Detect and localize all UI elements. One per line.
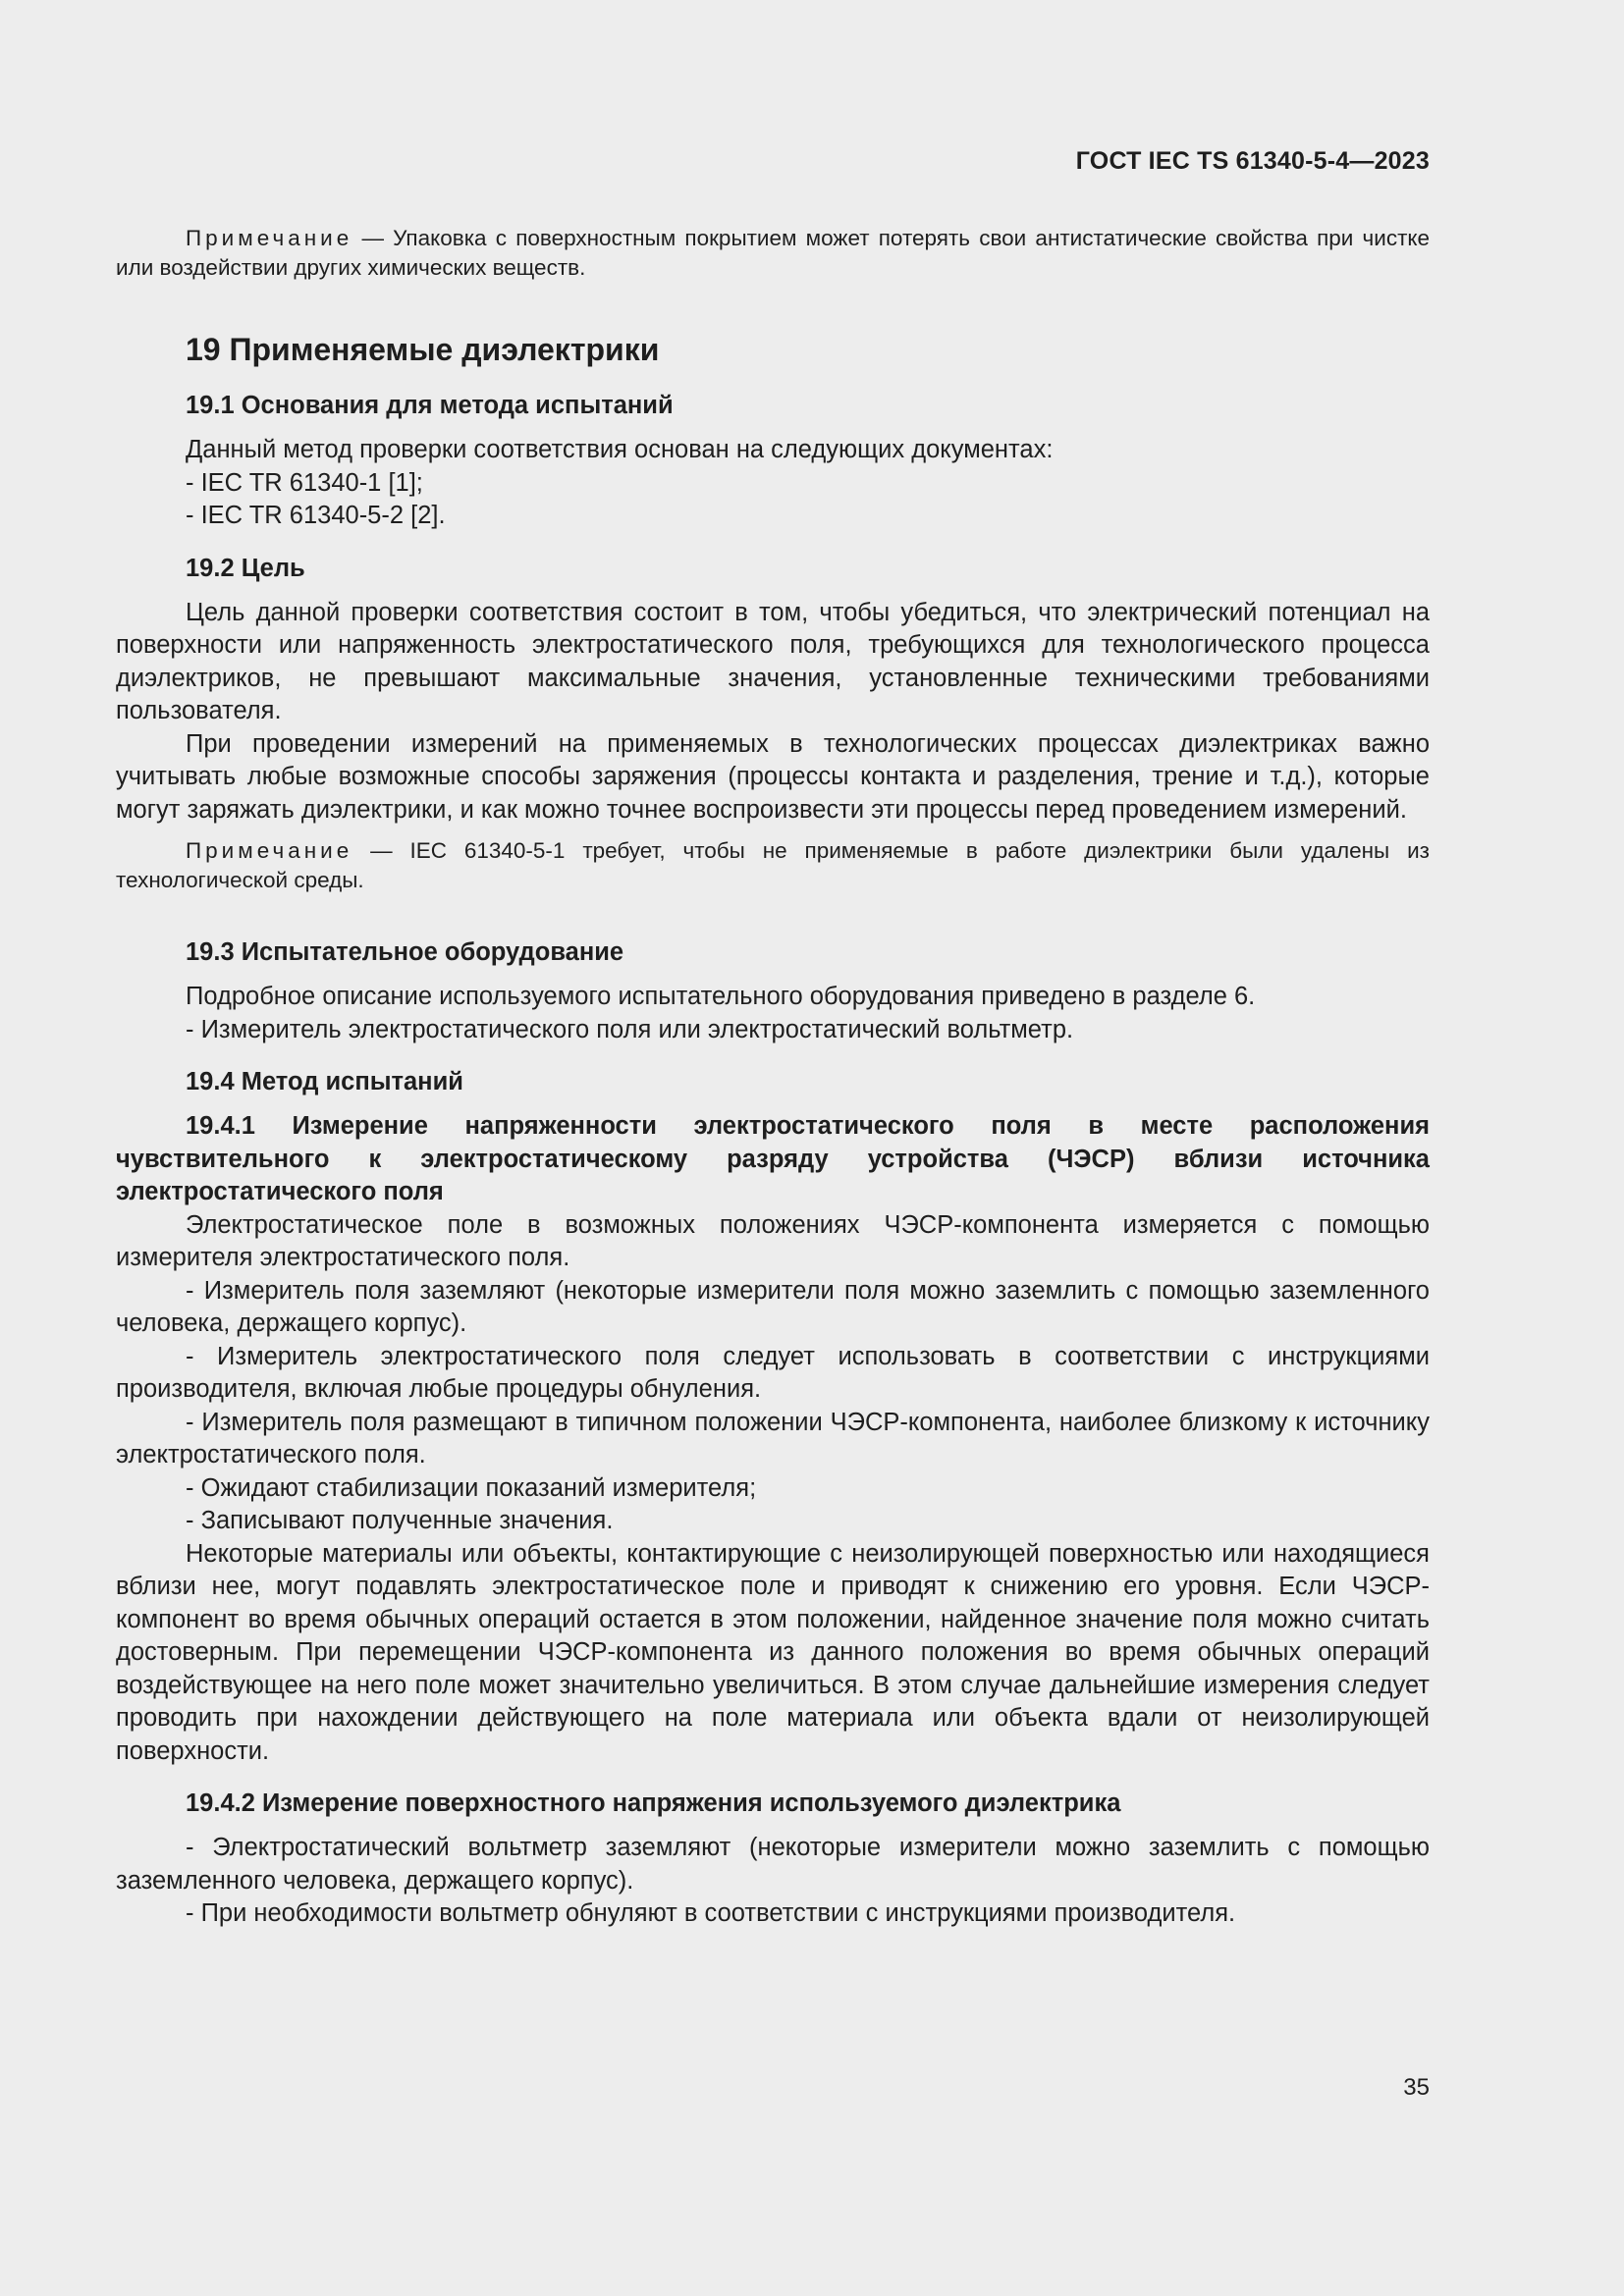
paragraph: Цель данной проверки соответствия состоит в том, чтобы убедиться, что электрический потенциал на поверхности или напряженность электростатического поля, требующихся для технологического процесса диэлектриков, не превышают максимальные значения, установленные техническими требованиями пользователя. <box>116 598 1430 724</box>
list-item: - Электростатический вольтметр заземляют (некоторые измерители можно заземлить с помощью заземленного человека, держащего корпус). <box>116 1834 1430 1895</box>
list-item: - IEC TR 61340-1 [1]; <box>186 468 423 497</box>
section-19-title: 19 Применяемые диэлектрики <box>186 332 660 367</box>
section-19-1-title: 19.1 Основания для метода испытаний <box>186 392 674 419</box>
section-19-2-title: 19.2 Цель <box>186 554 305 582</box>
section-19-3-intro: Подробное описание используемого испытательного оборудования приведено в разделе 6. <box>186 983 1256 1010</box>
list-item: - Записывают полученные значения. <box>186 1507 614 1534</box>
paragraph: Электростатическое поле в возможных положениях ЧЭСР-компонента измеряется с помощью измерителя электростатического поля. <box>116 1210 1430 1271</box>
section-19-1-intro: Данный метод проверки соответствия основан на следующих документах: <box>186 436 1054 463</box>
document-number-header: ГОСТ IEC TS 61340-5-4—2023 <box>1075 147 1430 175</box>
note-label: Примечание <box>186 838 353 863</box>
list-item: - Ожидают стабилизации показаний измерителя; <box>186 1473 757 1502</box>
page-body <box>116 224 1430 1931</box>
note-text: — IEC 61340-5-1 требует, чтобы не применяемые в работе диэлектрики были удалены из технологической среды. <box>116 838 1430 892</box>
list-item: - Измеритель поля заземляют (некоторые измерители поля можно заземлить с помощью заземленного человека, держащего корпус). <box>116 1276 1430 1337</box>
list-item: - Измеритель электростатического поля или электростатический вольтметр. <box>186 1015 1074 1043</box>
section-19-4-2-title: 19.4.2 Измерение поверхностного напряжения используемого диэлектрика <box>186 1789 1121 1817</box>
note-dielectrics <box>116 836 1430 895</box>
list-item: - При необходимости вольтметр обнуляют в соответствии с инструкциями производителя. <box>186 1899 1236 1927</box>
page-number: 35 <box>1403 2074 1430 2101</box>
paragraph: Некоторые материалы или объекты, контактирующие с неизолирующей поверхностью или находящиеся вблизи нее, могут подавлять электростатическое поле и приводят к снижению его уровня. Если ЧЭСР-компонент во время обычных операций остается в этом положении, найденное значение поля можно считать достоверным. При перемещении ЧЭСР-компонента из данного положения во время обычных операций воздействующее на него поле может значительно увеличиться. В этом случае дальнейшие измерения следует проводить при нахождении действующего на поле материала или объекта вдали от неизолирующей поверхности. <box>116 1539 1430 1765</box>
list-item: - Измеритель поля размещают в типичном положении ЧЭСР-компонента, наиболее близкому к источнику электростатического поля. <box>116 1408 1430 1468</box>
section-19-4-1-title: 19.4.1 Измерение напряженности электростатического поля в месте расположения чувствительного к электростатическому разряду устройства (ЧЭСР) вблизи источника электростатического поля <box>116 1112 1430 1205</box>
list-item: - Измеритель электростатического поля следует использовать в соответствии с инструкциями производителя, включая любые процедуры обнуления. <box>116 1342 1430 1403</box>
list-item: - IEC TR 61340-5-2 [2]. <box>186 502 446 529</box>
section-19-3-title: 19.3 Испытательное оборудование <box>186 938 624 966</box>
section-19-4-title: 19.4 Метод испытаний <box>186 1068 463 1095</box>
note-text: — Упаковка с поверхностным покрытием может потерять свои антистатические свойства при чистке или воздействии других химических веществ. <box>116 226 1430 280</box>
note-label: Примечание <box>186 226 353 250</box>
paragraph: При проведении измерений на применяемых в технологических процессах диэлектриках важно учитывать любые возможные способы заряжения (процессы контакта и разделения, трение и т.д.), которые могут заряжать диэлектрики, и как можно точнее воспроизвести эти процессы перед проведением измерений. <box>116 729 1430 824</box>
note-packaging <box>116 224 1430 283</box>
